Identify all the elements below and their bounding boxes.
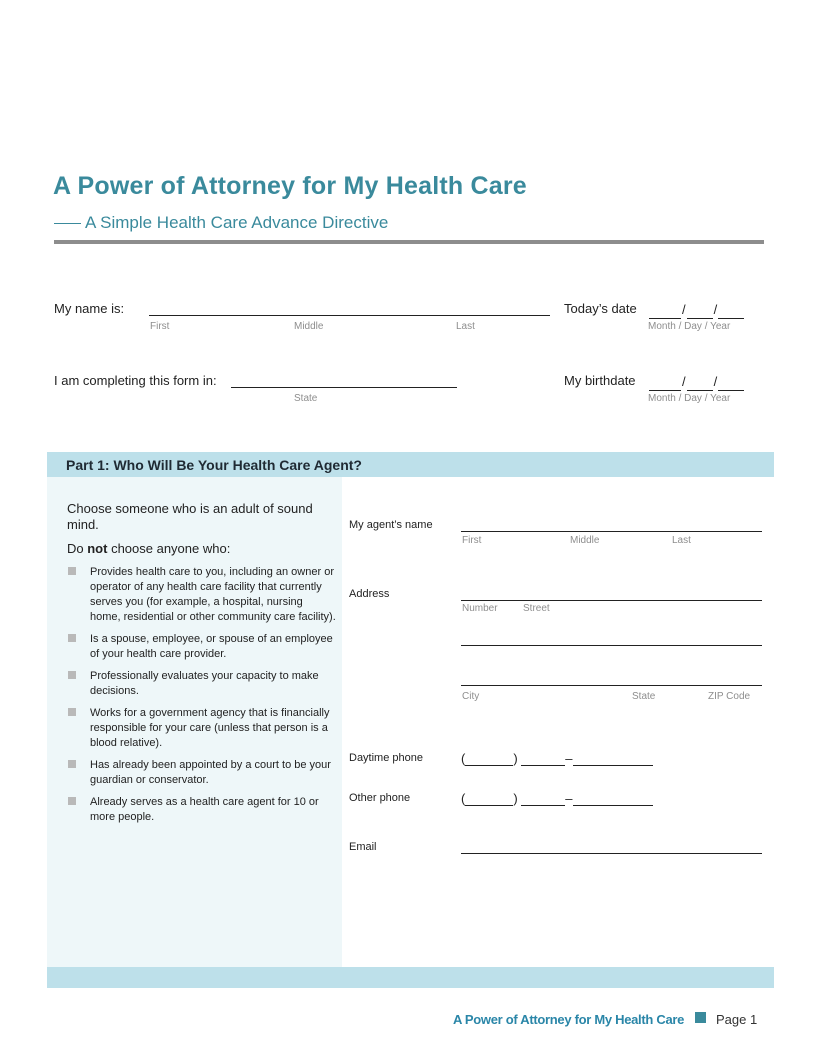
subtitle-text: A Simple Health Care Advance Directive <box>85 213 389 232</box>
birthdate-label: My birthdate <box>564 373 636 388</box>
other-phone-label: Other phone <box>349 792 411 804</box>
list-item <box>66 758 336 788</box>
today-date-hint: Month / Day / Year <box>648 321 731 332</box>
prefix-blank[interactable] <box>521 753 565 766</box>
area-code-blank[interactable] <box>465 753 513 766</box>
name-label: My name is: <box>54 301 125 316</box>
list-item-text: Is a spouse, employee, or spouse of an employee of your health care provider. <box>90 633 333 660</box>
bullet-square-icon <box>68 760 76 768</box>
do-not-suffix: choose anyone who: <box>107 541 231 556</box>
list-item <box>66 565 336 625</box>
today-date-field[interactable]: / / <box>649 301 744 319</box>
part1-title: Part 1: Who Will Be Your Health Care Agent? <box>66 457 362 473</box>
footer-square-icon <box>695 1012 706 1023</box>
list-item <box>66 795 336 825</box>
zip-hint: ZIP Code <box>708 691 751 702</box>
agent-name-label: My agent’s name <box>349 519 433 531</box>
name-hint-last: Last <box>456 321 475 332</box>
list-item-text: Works for a government agency that is financially responsible for your care (unless that person is a blood relative). <box>90 707 330 749</box>
area-code-blank[interactable] <box>465 793 513 806</box>
birth-month-blank[interactable] <box>649 378 681 391</box>
line-number-blank[interactable] <box>573 793 653 806</box>
do-not-bold: not <box>87 541 108 556</box>
page-number: Page 1 <box>716 1012 758 1027</box>
email-label: Email <box>349 841 377 853</box>
address-label: Address <box>349 588 390 600</box>
footer-title: A Power of Attorney for My Health Care <box>453 1012 685 1027</box>
address-hint-street: Street <box>523 603 550 614</box>
address-line-2-field[interactable] <box>461 645 762 646</box>
today-month-blank[interactable] <box>649 306 681 319</box>
list-item <box>66 706 336 751</box>
list-item <box>66 669 336 699</box>
prefix-blank[interactable] <box>521 793 565 806</box>
city-hint: City <box>462 691 480 702</box>
bullet-square-icon <box>68 671 76 679</box>
agent-hint-middle: Middle <box>570 535 600 546</box>
city-state-zip-field[interactable] <box>461 685 762 686</box>
today-day-blank[interactable] <box>687 306 713 319</box>
daytime-phone-label: Daytime phone <box>349 752 423 764</box>
list-item-text: Provides health care to you, including an owner or operator of any health care facility that currently serves you (for example, a hospital, nursing home, residential or other community care facility). <box>90 566 336 623</box>
birthdate-hint: Month / Day / Year <box>648 393 731 404</box>
birth-year-blank[interactable] <box>718 378 744 391</box>
subtitle-dash <box>54 223 81 224</box>
address-line-1-field[interactable] <box>461 600 762 601</box>
agent-hint-last: Last <box>672 535 691 546</box>
list-item-text: Professionally evaluates your capacity to make decisions. <box>90 670 319 697</box>
bullet-square-icon <box>68 567 76 575</box>
list-item-text: Already serves as a health care agent for 10 or more people. <box>90 796 319 823</box>
birth-day-blank[interactable] <box>687 378 713 391</box>
state-hint: State <box>294 393 318 404</box>
agent-name-field[interactable] <box>461 531 762 532</box>
name-hint-first: First <box>150 321 170 332</box>
part1-footer-band <box>47 967 774 988</box>
list-item <box>66 632 336 662</box>
do-not-prefix: Do <box>67 541 88 556</box>
list-item-text: Has already been appointed by a court to be your guardian or conservator. <box>90 759 331 786</box>
state-hint-agent: State <box>632 691 656 702</box>
agent-hint-first: First <box>462 535 482 546</box>
line-number-blank[interactable] <box>573 753 653 766</box>
guidance-intro: Choose someone who is an adult of sound mind. <box>67 501 313 532</box>
daytime-phone-field[interactable]: ( ) – <box>461 751 653 766</box>
exclusion-list <box>66 565 336 832</box>
email-field[interactable] <box>461 853 762 854</box>
state-field[interactable] <box>231 387 457 388</box>
name-hint-middle: Middle <box>294 321 324 332</box>
guidance-do-not <box>67 541 230 556</box>
page-title: A Power of Attorney for My Health Care <box>53 172 527 200</box>
name-field[interactable] <box>149 315 550 316</box>
bullet-square-icon <box>68 708 76 716</box>
address-hint-number: Number <box>462 603 498 614</box>
birthdate-field[interactable]: / / <box>649 373 744 391</box>
page-subtitle <box>54 213 388 233</box>
state-label: I am completing this form in: <box>54 373 217 388</box>
today-date-label: Today’s date <box>564 301 637 316</box>
other-phone-field[interactable]: ( ) – <box>461 791 653 806</box>
bullet-square-icon <box>68 634 76 642</box>
header-rule <box>54 240 764 244</box>
bullet-square-icon <box>68 797 76 805</box>
today-year-blank[interactable] <box>718 306 744 319</box>
